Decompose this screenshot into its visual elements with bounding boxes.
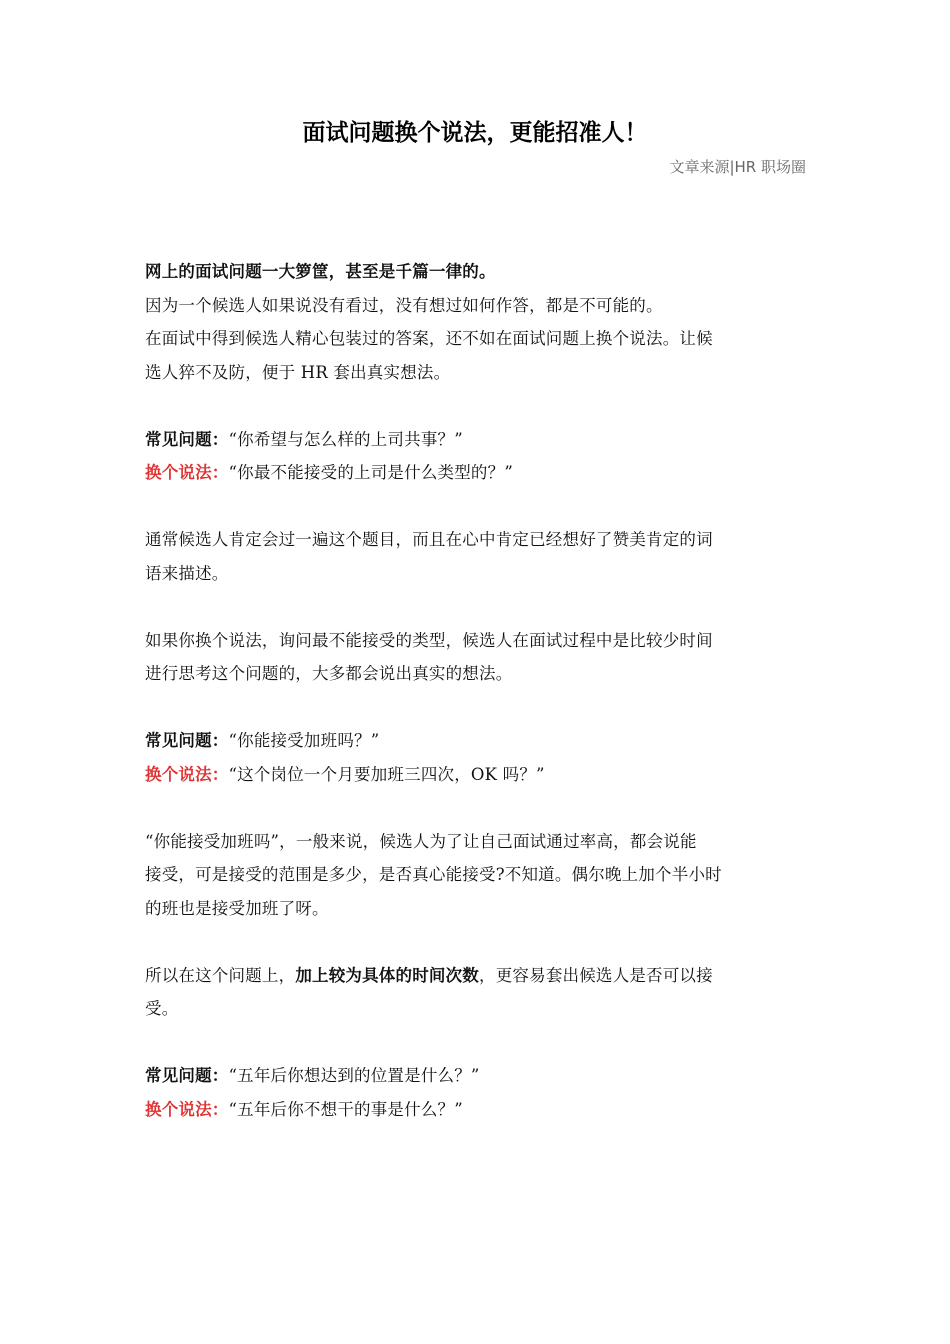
q2-explanation-line: 的班也是接受加班了呀。 (145, 898, 329, 918)
emphasis-text: 加上较为具体的时间次数 (295, 965, 480, 985)
common-question-label: 常见问题： (145, 1066, 229, 1085)
q1-alt (145, 456, 807, 490)
alt-question-text: “五年后你不想干的事是什么？” (228, 1099, 463, 1119)
common-question-text: “你希望与怎么样的上司共事？” (228, 429, 463, 449)
spacer (145, 1026, 807, 1060)
q1-explanation-line: 进行思考这个问题的，大多都会说出真实的想法。 (145, 664, 513, 683)
intro-line: 在面试中得到候选人精心包装过的答案，还不如在面试问题上换个说法。让候 (145, 329, 713, 348)
spacer (145, 925, 807, 959)
q1-explanation-line: 语来描述。 (145, 563, 229, 583)
alt-question-label: 换个说法： (145, 764, 229, 784)
explanation-text: ，更容易套出候选人是否可以接 (479, 965, 713, 985)
q2-explanation-line: “你能接受加班吗”，一般来说，候选人为了让自己面试通过率高，都会说能 (145, 831, 697, 851)
alt-question-label: 换个说法： (145, 1099, 229, 1119)
alt-question-text: “你最不能接受的上司是什么类型的？” (228, 463, 513, 482)
spacer (145, 490, 807, 524)
q1-common (145, 423, 807, 457)
q2-explanation-line (145, 959, 807, 993)
spacer (145, 691, 807, 725)
spacer (145, 791, 807, 825)
q2-explanation-line: 受。 (145, 999, 179, 1018)
q1-explanation-line: 如果你换个说法，询问最不能接受的类型，候选人在面试过程中是比较少时间 (145, 630, 713, 650)
article-source: 文章来源|HR 职场圈 (669, 158, 806, 176)
explanation-text: 所以在这个问题上， (145, 965, 296, 985)
q2-common (145, 724, 807, 758)
common-question-label: 常见问题： (145, 731, 229, 750)
q3-alt (145, 1093, 807, 1127)
q2-alt (145, 758, 807, 792)
intro-lead: 网上的面试问题一大箩筐，甚至是千篇一律的。 (145, 262, 496, 281)
page-title: 面试问题换个说法，更能招准人！ (302, 120, 648, 146)
spacer (145, 389, 807, 423)
common-question-text: “你能接受加班吗？” (228, 731, 380, 750)
q1-explanation-line: 通常候选人肯定会过一遍这个题目，而且在心中肯定已经想好了赞美肯定的词 (145, 530, 713, 549)
q2-explanation-line: 接受，可是接受的范围是多少，是否真心能接受?不知道。偶尔晚上加个半小时 (145, 865, 722, 884)
common-question-text: “五年后你想达到的位置是什么？” (228, 1066, 480, 1085)
alt-question-text: “这个岗位一个月要加班三四次，OK 吗？” (228, 764, 545, 784)
intro-line: 因为一个候选人如果说没有看过，没有想过如何作答，都是不可能的。 (145, 295, 663, 315)
spacer (145, 590, 807, 624)
article-body (145, 255, 807, 1126)
common-question-label: 常见问题： (145, 429, 229, 449)
q3-common (145, 1059, 807, 1093)
intro-line: 选人猝不及防，便于 HR 套出真实想法。 (145, 362, 451, 382)
alt-question-label: 换个说法： (145, 463, 229, 482)
